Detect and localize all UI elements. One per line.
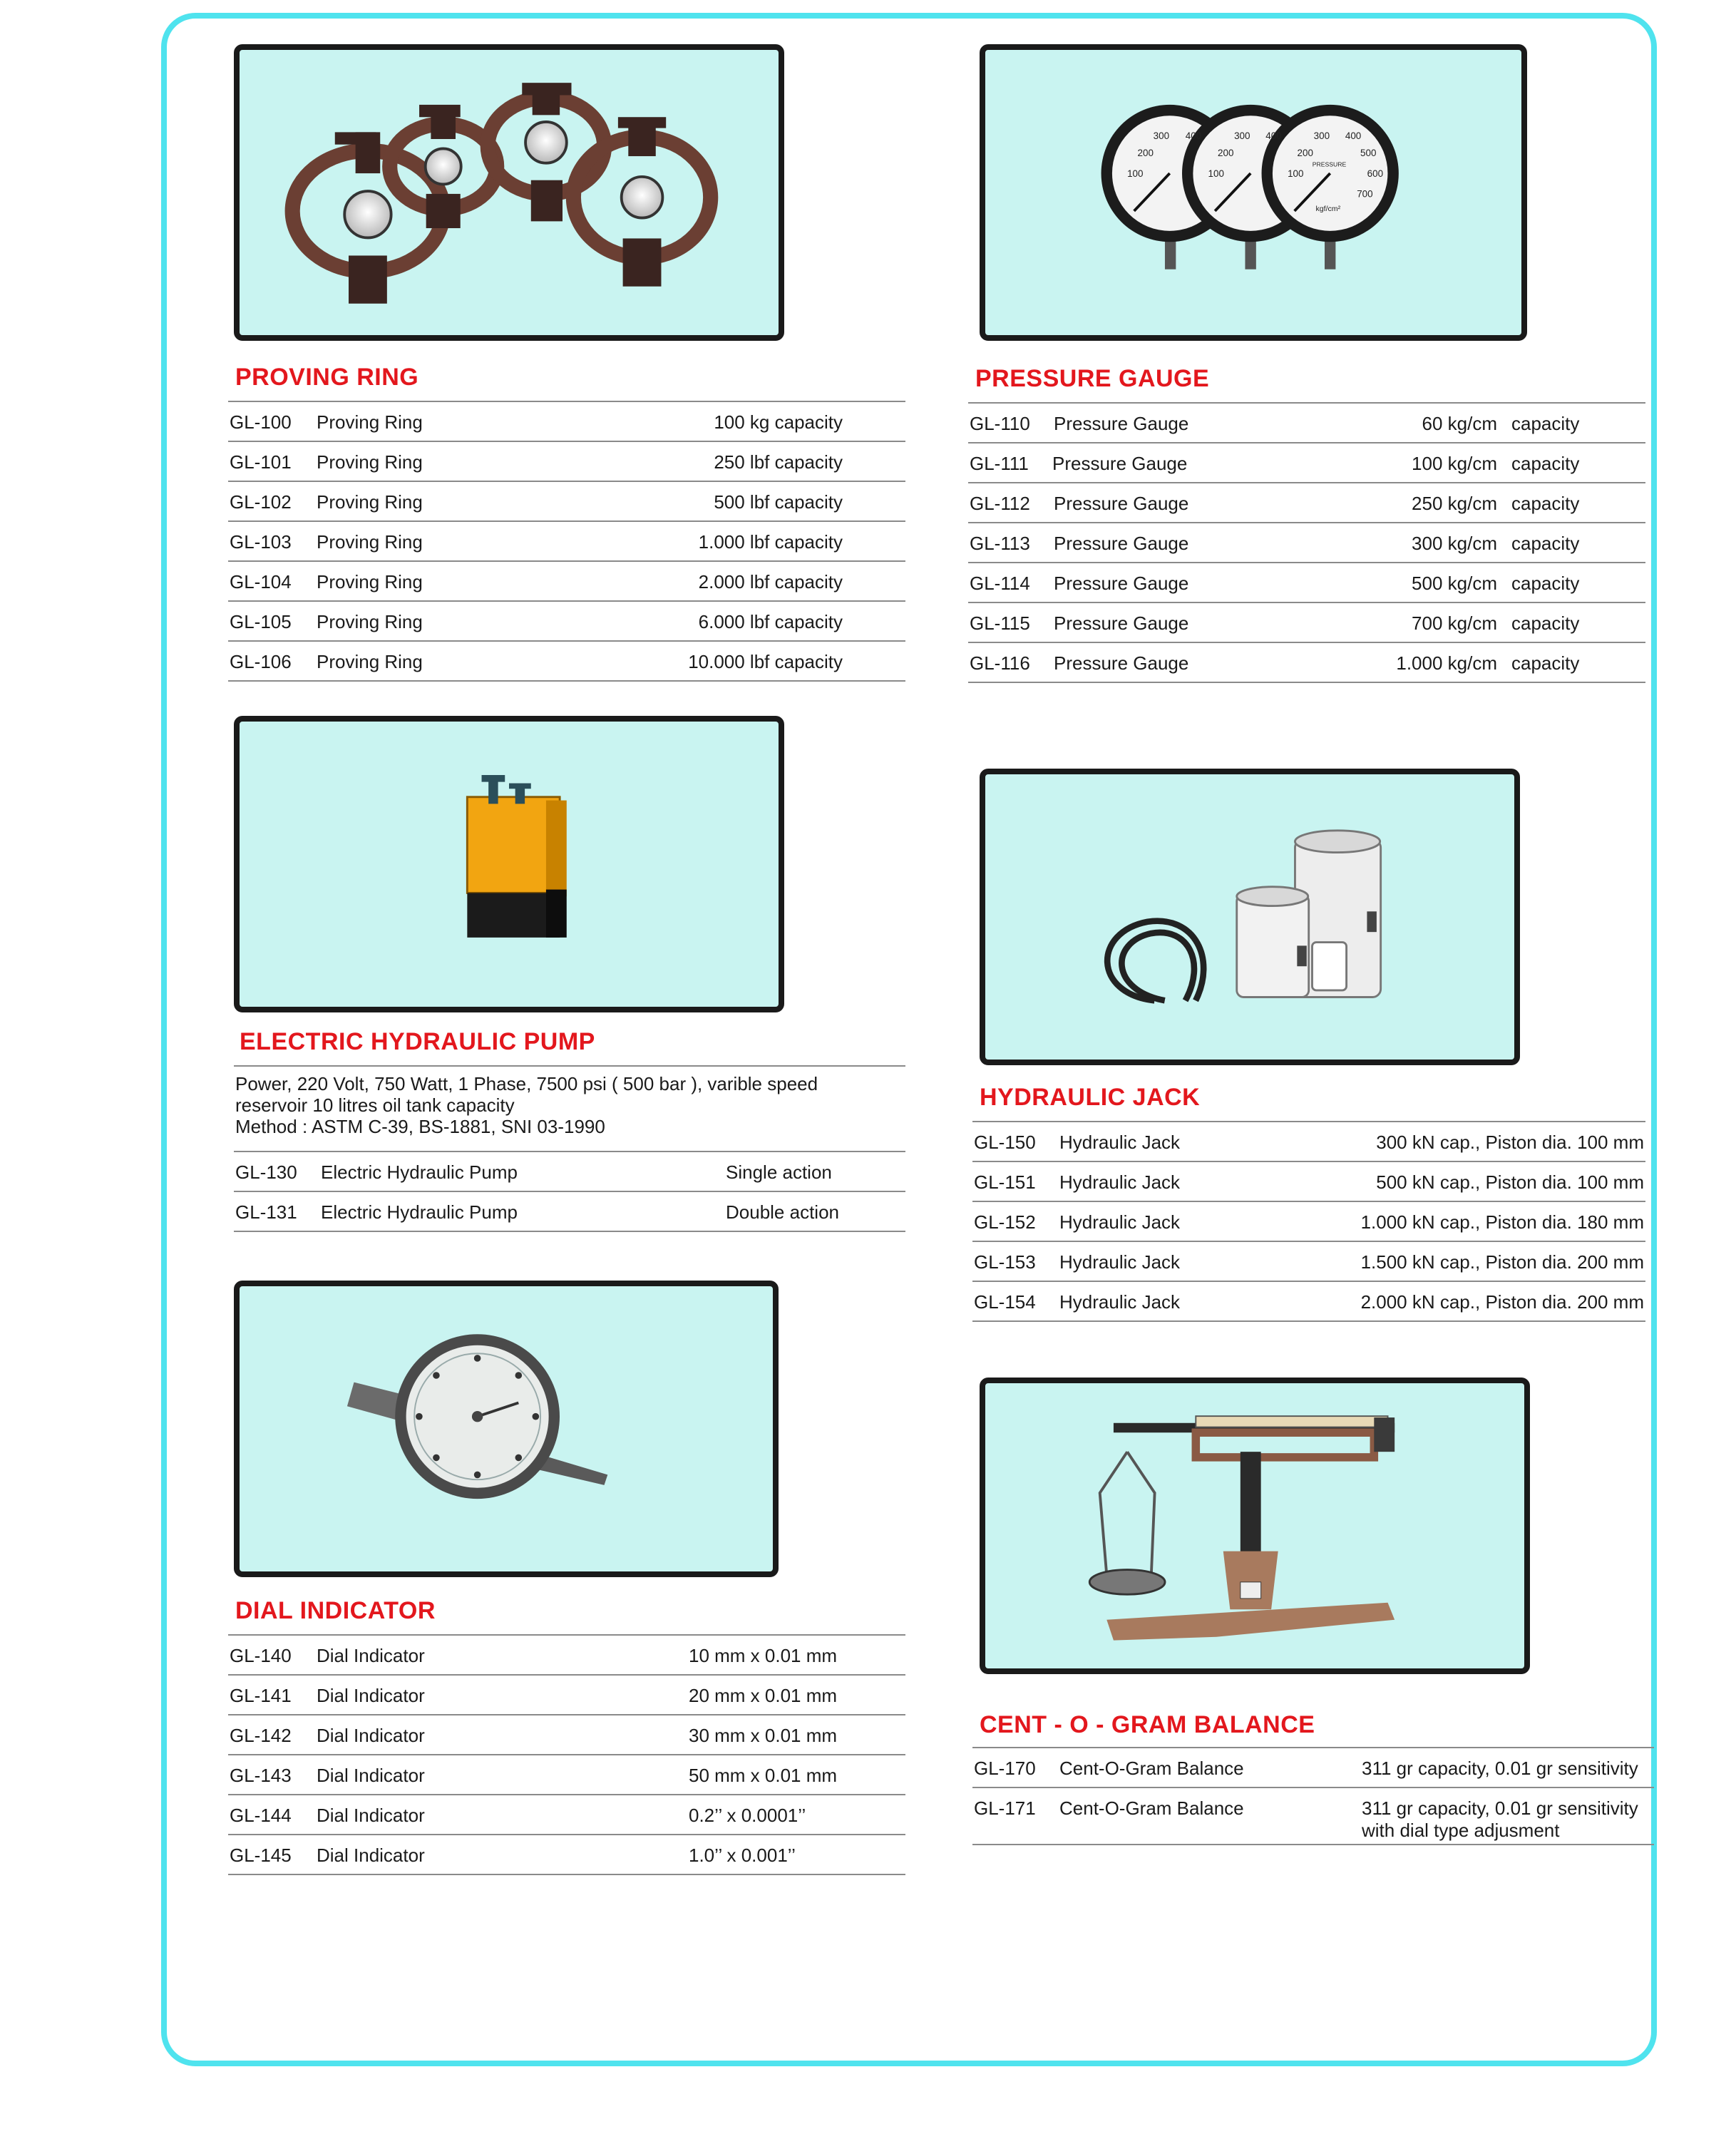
table-row bbox=[968, 404, 1645, 443]
balance-table bbox=[972, 1747, 1654, 1845]
product-code: GL-144 bbox=[230, 1805, 292, 1826]
product-code: GL-130 bbox=[235, 1161, 297, 1183]
product-name: Pressure Gauge bbox=[1054, 493, 1189, 514]
table-row bbox=[234, 1192, 905, 1232]
pressure-gauge-title: PRESSURE GAUGE bbox=[975, 365, 1210, 392]
description-line: Power, 220 Volt, 750 Watt, 1 Phase, 7500 psi ( 500 bar ), varible speed bbox=[235, 1073, 818, 1094]
gauge-dial-label: PRESSURE bbox=[1312, 160, 1347, 168]
gauge-dial-label: 200 bbox=[1297, 148, 1313, 159]
product-name: Cent-O-Gram Balance bbox=[1059, 1758, 1244, 1779]
product-spec: 1.500 kN cap., Piston dia. 200 mm bbox=[1360, 1251, 1644, 1273]
table-row bbox=[228, 522, 905, 562]
table-row bbox=[968, 483, 1645, 523]
product-code: GL-114 bbox=[970, 573, 1030, 594]
product-spec: 300 kN cap., Piston dia. 100 mm bbox=[1376, 1132, 1644, 1153]
product-name: Dial Indicator bbox=[317, 1805, 425, 1826]
product-capacity: capacity bbox=[1511, 413, 1580, 434]
table-row bbox=[234, 1152, 905, 1192]
electric-pump-desc-rule bbox=[234, 1065, 905, 1067]
dial-indicator-title: DIAL INDICATOR bbox=[235, 1597, 436, 1624]
product-spec: Single action bbox=[726, 1161, 832, 1183]
product-code: GL-100 bbox=[230, 411, 292, 433]
product-name: Hydraulic Jack bbox=[1059, 1171, 1181, 1193]
product-spec: 20 mm x 0.01 mm bbox=[689, 1685, 838, 1706]
product-capacity: capacity bbox=[1511, 453, 1580, 474]
product-name: Proving Ring bbox=[317, 571, 423, 593]
product-code: GL-151 bbox=[974, 1171, 1036, 1193]
table-row bbox=[972, 1122, 1645, 1162]
product-name: Pressure Gauge bbox=[1054, 413, 1189, 434]
product-code: GL-110 bbox=[970, 413, 1030, 434]
product-spec: 311 gr capacity, 0.01 gr sensitivity bbox=[1362, 1758, 1638, 1779]
product-code: GL-105 bbox=[230, 611, 292, 632]
product-code: GL-131 bbox=[235, 1201, 297, 1223]
product-name: Dial Indicator bbox=[317, 1765, 425, 1786]
product-name: Pressure Gauge bbox=[1052, 453, 1188, 474]
product-spec: 2.000 lbf capacity bbox=[698, 571, 843, 593]
product-code: GL-171 bbox=[974, 1797, 1036, 1819]
product-spec: 30 mm x 0.01 mm bbox=[689, 1725, 838, 1746]
table-row bbox=[228, 562, 905, 602]
product-spec: 100 kg/cm bbox=[1412, 453, 1497, 474]
table-row bbox=[228, 402, 905, 442]
table-row bbox=[968, 603, 1645, 643]
balance-title: CENT - O - GRAM BALANCE bbox=[980, 1711, 1315, 1738]
product-spec: 311 gr capacity, 0.01 gr sensitivity bbox=[1362, 1797, 1638, 1819]
hydraulic-jack-title: HYDRAULIC JACK bbox=[980, 1084, 1201, 1111]
product-spec: 700 kg/cm bbox=[1412, 612, 1497, 634]
table-row bbox=[972, 1788, 1654, 1845]
gauge-dial-label: 300 bbox=[1153, 130, 1170, 142]
electric-pump-table bbox=[234, 1151, 905, 1232]
gauge-dial-label: 700 bbox=[1357, 188, 1373, 200]
product-spec: 1.0’’ x 0.001’’ bbox=[689, 1845, 796, 1866]
gauge-dial-label: 400 bbox=[1345, 130, 1362, 142]
product-name: Cent-O-Gram Balance bbox=[1059, 1797, 1244, 1819]
gauge-dial-label: 100 bbox=[1127, 168, 1144, 179]
product-name: Electric Hydraulic Pump bbox=[321, 1201, 518, 1223]
gauge-dial-label: 600 bbox=[1367, 168, 1384, 179]
product-code: GL-115 bbox=[970, 612, 1030, 634]
product-spec: 300 kg/cm bbox=[1412, 533, 1497, 554]
pressure-gauge-image bbox=[980, 44, 1527, 341]
product-spec: 500 lbf capacity bbox=[714, 491, 843, 513]
product-spec: 50 mm x 0.01 mm bbox=[689, 1765, 838, 1786]
proving-ring-title: PROVING RING bbox=[235, 364, 419, 391]
hydraulic-jack-table bbox=[972, 1121, 1645, 1322]
table-row bbox=[228, 1795, 905, 1835]
product-name: Proving Ring bbox=[317, 411, 423, 433]
gauge-dial-label: 200 bbox=[1137, 148, 1154, 159]
table-row bbox=[228, 602, 905, 642]
table-row bbox=[972, 1282, 1645, 1322]
product-code: GL-150 bbox=[974, 1132, 1036, 1153]
gauge-dial-label: kgf/cm² bbox=[1315, 204, 1341, 213]
gauge-dial-label: 400 bbox=[1185, 130, 1202, 142]
table-row bbox=[968, 523, 1645, 563]
table-row bbox=[228, 1715, 905, 1755]
product-code: GL-111 bbox=[970, 453, 1029, 474]
product-spec: Double action bbox=[726, 1201, 839, 1223]
dial-indicator-image bbox=[234, 1281, 779, 1577]
product-name: Proving Ring bbox=[317, 491, 423, 513]
product-spec: 250 lbf capacity bbox=[714, 451, 843, 473]
product-code: GL-142 bbox=[230, 1725, 292, 1746]
product-name: Dial Indicator bbox=[317, 1845, 425, 1866]
product-capacity: capacity bbox=[1511, 573, 1580, 594]
product-spec: 500 kN cap., Piston dia. 100 mm bbox=[1376, 1171, 1644, 1193]
balance-image bbox=[980, 1378, 1530, 1674]
table-row bbox=[228, 1636, 905, 1676]
product-code: GL-113 bbox=[970, 533, 1030, 554]
gauge-dial-label: 300 bbox=[1313, 130, 1330, 142]
product-spec: 2.000 kN cap., Piston dia. 200 mm bbox=[1360, 1291, 1644, 1313]
table-row bbox=[972, 1202, 1645, 1242]
product-spec: 250 kg/cm bbox=[1412, 493, 1497, 514]
table-row bbox=[228, 1835, 905, 1875]
product-name: Dial Indicator bbox=[317, 1725, 425, 1746]
product-name: Pressure Gauge bbox=[1054, 652, 1189, 674]
gauge-dial-label: 200 bbox=[1218, 148, 1234, 159]
product-name: Pressure Gauge bbox=[1054, 533, 1189, 554]
dial-indicator-table bbox=[228, 1634, 905, 1875]
product-name: Hydraulic Jack bbox=[1059, 1211, 1181, 1233]
product-code: GL-104 bbox=[230, 571, 292, 593]
table-row bbox=[228, 482, 905, 522]
gauge-dial-label: 400 bbox=[1265, 130, 1282, 142]
electric-pump-title: ELECTRIC HYDRAULIC PUMP bbox=[240, 1028, 595, 1055]
product-capacity: capacity bbox=[1511, 652, 1580, 674]
product-code: GL-140 bbox=[230, 1645, 292, 1666]
electric-pump-description bbox=[235, 1073, 818, 1137]
product-code: GL-101 bbox=[230, 451, 292, 473]
product-spec: 1.000 kN cap., Piston dia. 180 mm bbox=[1360, 1211, 1644, 1233]
product-name: Pressure Gauge bbox=[1054, 612, 1189, 634]
proving-ring-table bbox=[228, 401, 905, 682]
product-code: GL-102 bbox=[230, 491, 292, 513]
gauge-dial-label: 500 bbox=[1360, 148, 1377, 159]
table-row bbox=[972, 1242, 1645, 1282]
product-code: GL-145 bbox=[230, 1845, 292, 1866]
product-name: Proving Ring bbox=[317, 651, 423, 672]
product-capacity: capacity bbox=[1511, 533, 1580, 554]
product-name: Proving Ring bbox=[317, 611, 423, 632]
product-capacity: capacity bbox=[1511, 612, 1580, 634]
product-name: Hydraulic Jack bbox=[1059, 1291, 1181, 1313]
product-code: GL-170 bbox=[974, 1758, 1036, 1779]
electric-pump-image bbox=[234, 716, 784, 1012]
gauge-dial-label: 100 bbox=[1208, 168, 1224, 179]
proving-ring-image bbox=[234, 44, 784, 341]
product-code: GL-141 bbox=[230, 1685, 292, 1706]
table-row bbox=[228, 442, 905, 482]
product-spec: 60 kg/cm bbox=[1422, 413, 1497, 434]
product-spec: 1.000 kg/cm bbox=[1396, 652, 1497, 674]
description-line: Method : ASTM C-39, BS-1881, SNI 03-1990 bbox=[235, 1116, 605, 1137]
product-name: Hydraulic Jack bbox=[1059, 1132, 1181, 1153]
product-code: GL-153 bbox=[974, 1251, 1036, 1273]
product-spec: 100 kg capacity bbox=[714, 411, 843, 433]
pressure-gauge-table bbox=[968, 402, 1645, 683]
product-name: Electric Hydraulic Pump bbox=[321, 1161, 518, 1183]
product-spec: 10.000 lbf capacity bbox=[688, 651, 843, 672]
product-name: Pressure Gauge bbox=[1054, 573, 1189, 594]
product-spec: 1.000 lbf capacity bbox=[698, 531, 843, 553]
product-name: Dial Indicator bbox=[317, 1685, 425, 1706]
table-row bbox=[972, 1162, 1645, 1202]
product-name: Hydraulic Jack bbox=[1059, 1251, 1181, 1273]
gauge-dial-label: 300 bbox=[1234, 130, 1250, 142]
table-row bbox=[228, 642, 905, 682]
product-name: Dial Indicator bbox=[317, 1645, 425, 1666]
hydraulic-jack-image bbox=[980, 769, 1520, 1065]
table-row bbox=[228, 1676, 905, 1715]
product-code: GL-103 bbox=[230, 531, 292, 553]
table-row bbox=[972, 1748, 1654, 1788]
product-spec: 10 mm x 0.01 mm bbox=[689, 1645, 838, 1666]
product-code: GL-152 bbox=[974, 1211, 1036, 1233]
product-code: GL-112 bbox=[970, 493, 1030, 514]
product-name: Proving Ring bbox=[317, 451, 423, 473]
product-code: GL-143 bbox=[230, 1765, 292, 1786]
product-spec: 6.000 lbf capacity bbox=[698, 611, 843, 632]
product-code: GL-106 bbox=[230, 651, 292, 672]
table-row bbox=[968, 443, 1645, 483]
table-row bbox=[228, 1755, 905, 1795]
product-spec-extra: with dial type adjusment bbox=[1362, 1820, 1560, 1841]
product-code: GL-116 bbox=[970, 652, 1030, 674]
product-capacity: capacity bbox=[1511, 493, 1580, 514]
description-line: reservoir 10 litres oil tank capacity bbox=[235, 1094, 515, 1116]
product-spec: 0.2’’ x 0.0001’’ bbox=[689, 1805, 806, 1826]
product-spec: 500 kg/cm bbox=[1412, 573, 1497, 594]
table-row bbox=[968, 563, 1645, 603]
gauge-dial-label: 100 bbox=[1288, 168, 1304, 179]
product-name: Proving Ring bbox=[317, 531, 423, 553]
table-row bbox=[968, 643, 1645, 683]
product-code: GL-154 bbox=[974, 1291, 1036, 1313]
